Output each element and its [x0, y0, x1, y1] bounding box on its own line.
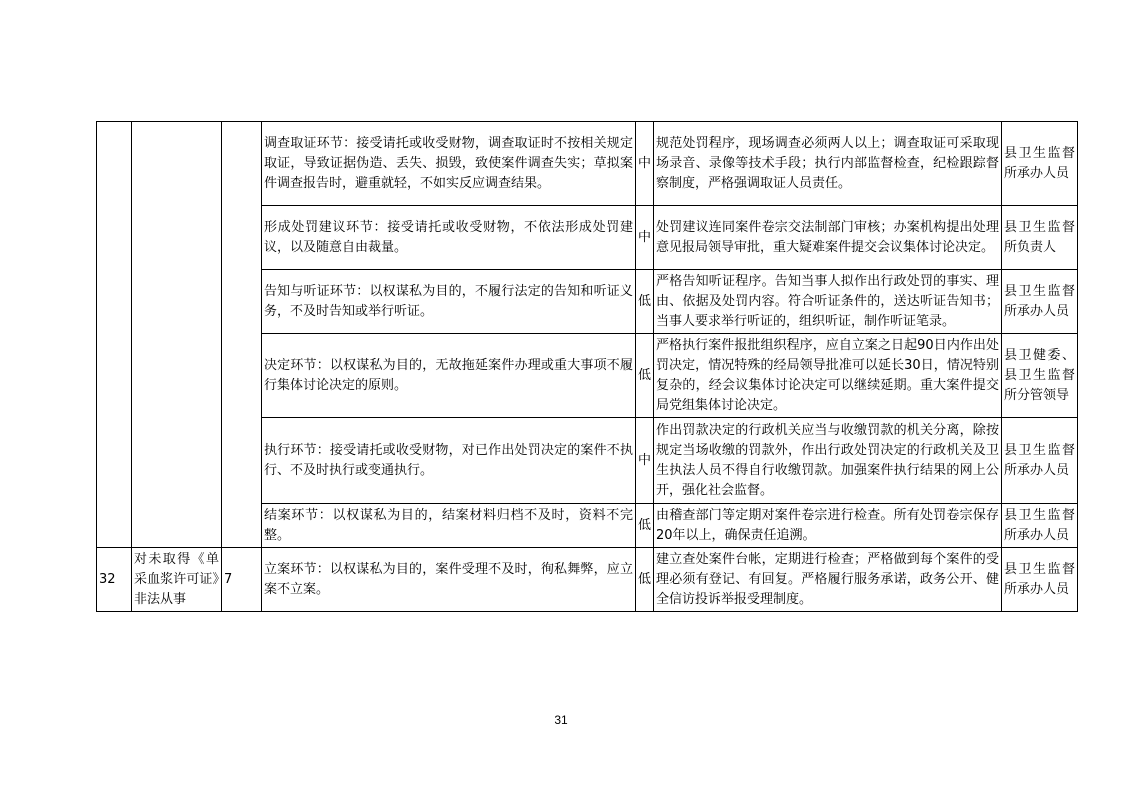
- control-measure-cell: 严格执行案件报批组织程序，应自立案之日起90日内作出处罚决定，情况特殊的经局领导批准可以延长30日，情况特别复杂的，经会议集体讨论决定可以继续延期。重大案件提交局党组集体讨论决定。: [654, 334, 1002, 418]
- risk-level-cell: 中: [636, 122, 654, 206]
- link-count-cell-blank: [222, 122, 262, 548]
- risk-control-table: [96, 121, 1078, 612]
- page-number: 31: [554, 713, 568, 727]
- risk-link-cell: 结案环节：以权谋私为目的，结案材料归档不及时，资料不完整。: [262, 504, 636, 548]
- responsible-party-cell: 县卫生监督所承办人员: [1002, 122, 1078, 206]
- risk-level-cell: 低: [636, 504, 654, 548]
- responsible-party-cell: 县卫生监督所负责人: [1002, 206, 1078, 270]
- risk-link-cell: 立案环节：以权谋私为目的，案件受理不及时，徇私舞弊，应立案不立案。: [262, 548, 636, 612]
- item-name-cell: 对未取得《单采血浆许可证》非法从事: [132, 548, 222, 612]
- responsible-party-cell: 县卫生监督所承办人员: [1002, 548, 1078, 612]
- table-row: [97, 548, 1078, 612]
- control-measure-cell: 作出罚款决定的行政机关应当与收缴罚款的机关分离，除按规定当场收缴的罚款外，作出行政处罚决定的行政机关及卫生执法人员不得自行收缴罚款。加强案件执行结果的网上公开，强化社会监督。: [654, 418, 1002, 504]
- risk-link-cell: 调查取证环节：接受请托或收受财物，调查取证时不按相关规定取证，导致证据伪造、丢失、损毁，致使案件调查失实；草拟案件调查报告时，避重就轻，不如实反应调查结果。: [262, 122, 636, 206]
- table-row: [97, 122, 1078, 206]
- link-count-cell: 7: [222, 548, 262, 612]
- item-name-cell-blank: [132, 122, 222, 548]
- risk-link-cell: 执行环节：接受请托或收受财物，对已作出处罚决定的案件不执行、不及时执行或变通执行。: [262, 418, 636, 504]
- risk-link-cell: 告知与听证环节：以权谋私为目的，不履行法定的告知和听证义务，不及时告知或举行听证。: [262, 270, 636, 334]
- risk-level-cell: 中: [636, 206, 654, 270]
- risk-level-cell: 中: [636, 418, 654, 504]
- serial-number-cell: 32: [97, 548, 132, 612]
- risk-level-cell: 低: [636, 334, 654, 418]
- risk-link-cell: 形成处罚建议环节：接受请托或收受财物，不依法形成处罚建议，以及随意自由裁量。: [262, 206, 636, 270]
- serial-number-cell-blank: [97, 122, 132, 548]
- risk-link-cell: 决定环节：以权谋私为目的，无故拖延案件办理或重大事项不履行集体讨论决定的原则。: [262, 334, 636, 418]
- responsible-party-cell: 县卫生监督所承办人员: [1002, 418, 1078, 504]
- risk-level-cell: 低: [636, 548, 654, 612]
- responsible-party-cell: 县卫生监督所承办人员: [1002, 504, 1078, 548]
- responsible-party-cell: 县卫生监督所承办人员: [1002, 270, 1078, 334]
- control-measure-cell: 由稽查部门等定期对案件卷宗进行检查。所有处罚卷宗保存20年以上，确保责任追溯。: [654, 504, 1002, 548]
- control-measure-cell: 规范处罚程序，现场调查必须两人以上；调查取证可采取现场录音、录像等技术手段；执行内部监督检查，纪检跟踪督察制度，严格强调取证人员责任。: [654, 122, 1002, 206]
- control-measure-cell: 处罚建议连同案件卷宗交法制部门审核；办案机构提出处理意见报局领导审批，重大疑难案件提交会议集体讨论决定。: [654, 206, 1002, 270]
- risk-level-cell: 低: [636, 270, 654, 334]
- control-measure-cell: 严格告知听证程序。告知当事人拟作出行政处罚的事实、理由、依据及处罚内容。符合听证条件的，送达听证告知书；当事人要求举行听证的，组织听证，制作听证笔录。: [654, 270, 1002, 334]
- responsible-party-cell: 县卫健委、县卫生监督所分管领导: [1002, 334, 1078, 418]
- control-measure-cell: 建立查处案件台帐，定期进行检查；严格做到每个案件的受理必须有登记、有回复。严格履行服务承诺，政务公开、健全信访投诉举报受理制度。: [654, 548, 1002, 612]
